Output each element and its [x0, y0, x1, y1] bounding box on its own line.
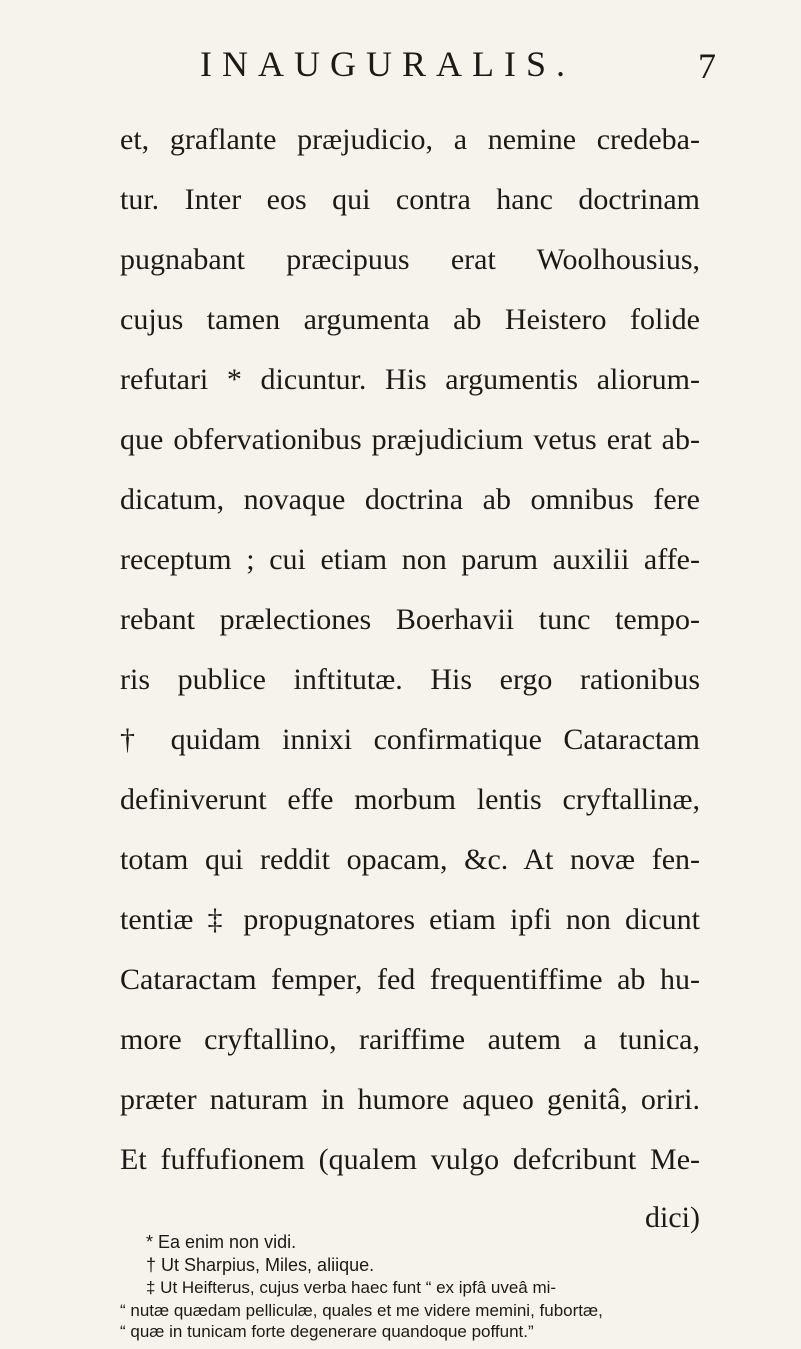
text-line: et, graflante præjudicio, a nemine credeba-: [120, 123, 700, 156]
text-line: pugnabant præcipuus erat Woolhousius,: [120, 243, 700, 276]
text-line: Et fuffufionem (qualem vulgo defcribunt Me-: [120, 1143, 700, 1176]
text-line: † quidam innixi confirmatique Cataractam: [120, 723, 700, 756]
running-head: INAUGURALIS.: [200, 44, 575, 84]
text-line: tur. Inter eos qui contra hanc doctrinam: [120, 183, 700, 216]
text-line: more cryftallino, rariffime autem a tunica,: [120, 1023, 700, 1056]
text-line: totam qui reddit opacam, &c. At novæ fen-: [120, 843, 700, 876]
text-line: receptum ; cui etiam non parum auxilii affe-: [120, 543, 700, 576]
text-line: tentiæ ‡ propugnatores etiam ipfi non dicunt: [120, 903, 700, 936]
text-line: ris publice inftitutæ. His ergo rationibus: [120, 663, 700, 696]
footnote: * Ea enim non vidi.: [146, 1232, 297, 1252]
catchword: dici): [645, 1201, 700, 1234]
text-line: que obfervationibus præjudicium vetus erat ab-: [120, 423, 700, 456]
text-line: dicatum, novaque doctrina ab omnibus fere: [120, 483, 700, 516]
footnote: † Ut Sharpius, Miles, aliique.: [146, 1255, 375, 1275]
text-line: præter naturam in humore aqueo genitâ, oriri.: [120, 1083, 700, 1116]
text-line: Cataractam femper, fed frequentiffime ab hu-: [120, 963, 700, 996]
footnote: “ quæ in tunicam forte degenerare quandoque poffunt.”: [120, 1322, 534, 1341]
text-line: cujus tamen argumenta ab Heistero folide: [120, 303, 700, 336]
text-line: definiverunt effe morbum lentis cryftallinæ,: [120, 783, 700, 816]
page-number: 7: [698, 46, 716, 86]
text-line: refutari * dicuntur. His argumentis aliorum-: [120, 363, 700, 396]
footnote: “ nutæ quædam pelliculæ, quales et me videre memini, fubortæ,: [120, 1301, 603, 1320]
text-line: rebant prælectiones Boerhavii tunc tempo-: [120, 603, 700, 636]
footnote: ‡ Ut Heifterus, cujus verba haec funt “ ex ipfâ uveâ mi-: [146, 1278, 557, 1297]
